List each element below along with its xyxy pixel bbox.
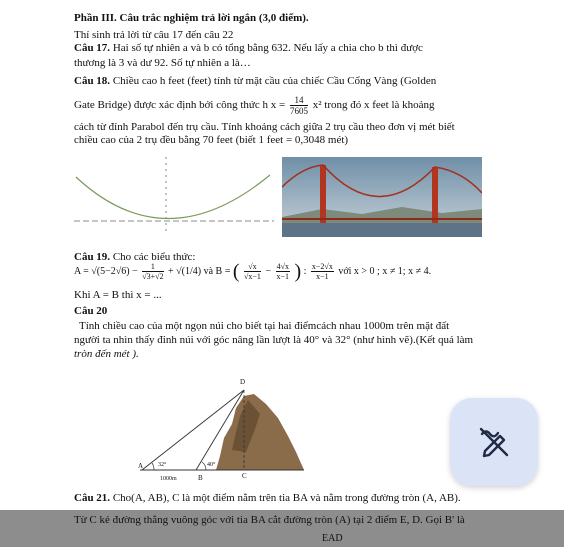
question-19-text: Cho các biểu thức: xyxy=(110,251,196,263)
question-20-label: Câu 20 xyxy=(74,305,108,317)
label-a: A xyxy=(138,462,144,470)
question-18-line3: cách từ đỉnh Parabol đến trụ cầu. Tính khoảng cách giữa 2 trụ cầu theo đơn vị mét biết xyxy=(74,121,455,133)
fraction-numerator: 14 xyxy=(290,95,308,106)
expression-b-fraction2 xyxy=(276,262,290,281)
label-b: B xyxy=(198,474,203,482)
question-21-label: Câu 21. xyxy=(74,492,111,504)
angle-b: 40° xyxy=(207,462,216,468)
question-18-line2 xyxy=(74,95,435,116)
expression-b-fraction1-numerator: √x xyxy=(244,262,261,272)
question-18-label: Câu 18. xyxy=(74,75,111,87)
question-21-line1 xyxy=(74,492,461,505)
expression-b-fraction1-denominator: √x−1 xyxy=(244,272,261,281)
question-17-line1 xyxy=(74,42,423,55)
label-d: D xyxy=(240,378,246,386)
parabola-curve xyxy=(76,175,270,219)
question-17-text: Hai số tự nhiên a và b có tổng bằng 632. Nếu lấy a chia cho b thì được xyxy=(110,42,423,54)
formula-right: x² trong đó x feet là khoảng xyxy=(312,99,435,112)
expression-b-minus: − xyxy=(265,265,272,277)
question-19-expression: A = √(5−2√6) − $\frac{1}{√3+√2}$ + √(1/4) và B = ( $\frac{√x}{√x-1}$ − $\frac{4√x}{x-1}$ ) : $\frac{x-2√x}{x-1}$ với x > 0 ; x ≠ 1; x ≠ 4. xyxy=(74,260,432,283)
parabola-graph xyxy=(74,155,274,235)
question-21-line3: EAD xyxy=(322,533,343,544)
expression-b-fraction1 xyxy=(244,262,261,281)
label-c: C xyxy=(242,472,247,480)
bridge-photo xyxy=(282,157,482,237)
question-18-line4: chiều cao của 2 trụ đều bằng 70 feet (biết 1 feet = 0,3048 mét) xyxy=(74,134,349,146)
edit-fab-button[interactable] xyxy=(450,398,538,486)
distance-label: 1000m xyxy=(160,476,177,482)
mountain-shape xyxy=(216,394,304,470)
fraction-denominator: 7605 xyxy=(289,106,308,116)
mountain-figure xyxy=(136,372,306,482)
section-title: Phần III. Câu trắc nghiệm trả lời ngắn (3,0 điểm). xyxy=(74,12,309,24)
expression-a-left: A = √(5−2√6) − xyxy=(74,265,138,277)
question-20-line3: tròn đến mét ). xyxy=(74,348,139,360)
question-20-line1: Tính chiều cao của một ngọn núi cho biết tại hai điểmcách nhau 1000m trên mặt đất xyxy=(79,320,450,332)
formula-fraction xyxy=(290,95,308,116)
expression-a-fraction xyxy=(142,262,163,281)
expression-a-right: + √(1/4) và B = xyxy=(168,265,231,277)
expression-a-fraction-numerator: 1 xyxy=(142,262,163,272)
question-17-label: Câu 17. xyxy=(74,42,111,54)
question-19-label: Câu 19. xyxy=(74,251,111,263)
angle-a: 32° xyxy=(158,462,167,468)
pen-slash-icon xyxy=(476,424,512,460)
expression-b-colon: : xyxy=(303,265,307,277)
formula-left: Gate Bridge) được xác định bởi công thức h x = xyxy=(74,99,286,112)
expression-condition: với x > 0 ; x ≠ 1; x ≠ 4. xyxy=(338,265,432,277)
expression-b-fraction2-numerator: 4√x xyxy=(276,262,289,271)
expression-a-fraction-denominator: √3+√2 xyxy=(142,272,164,281)
expression-b-fraction2-denominator: x−1 xyxy=(276,272,290,281)
expression-b-fraction3-denominator: x−1 xyxy=(316,272,329,281)
question-18-text: Chiều cao h feet (feet) tính từ mặt cầu của chiếc Cầu Cổng Vàng (Golden xyxy=(110,75,437,87)
question-18-line1 xyxy=(74,75,436,88)
expression-b-fraction3-numerator: x−2√x xyxy=(311,262,333,271)
question-20-line2: người ta nhìn thấy đỉnh núi với góc nâng lần lượt là 40° và 32° (như hình vẽ).(Kết quả làm xyxy=(74,334,474,346)
question-21-text: Cho(A, AB), C là một điểm nằm trên tia BA và nằm trong đường tròn (A, AB). xyxy=(110,492,461,504)
instruction-text: Thí sinh trả lời từ câu 17 đến câu 22 xyxy=(74,29,234,41)
question-19-question: Khi A = B thì x = ... xyxy=(74,289,162,301)
expression-b-fraction3 xyxy=(311,262,334,281)
question-17-line2: thương là 3 và dư 92. Số tự nhiên a là… xyxy=(74,57,251,69)
question-21-line2: Từ C kẻ đường thẳng vuông góc với tia BA cắt đường tròn (A) tại 2 điểm E, D. Gọi B' là xyxy=(74,514,465,526)
